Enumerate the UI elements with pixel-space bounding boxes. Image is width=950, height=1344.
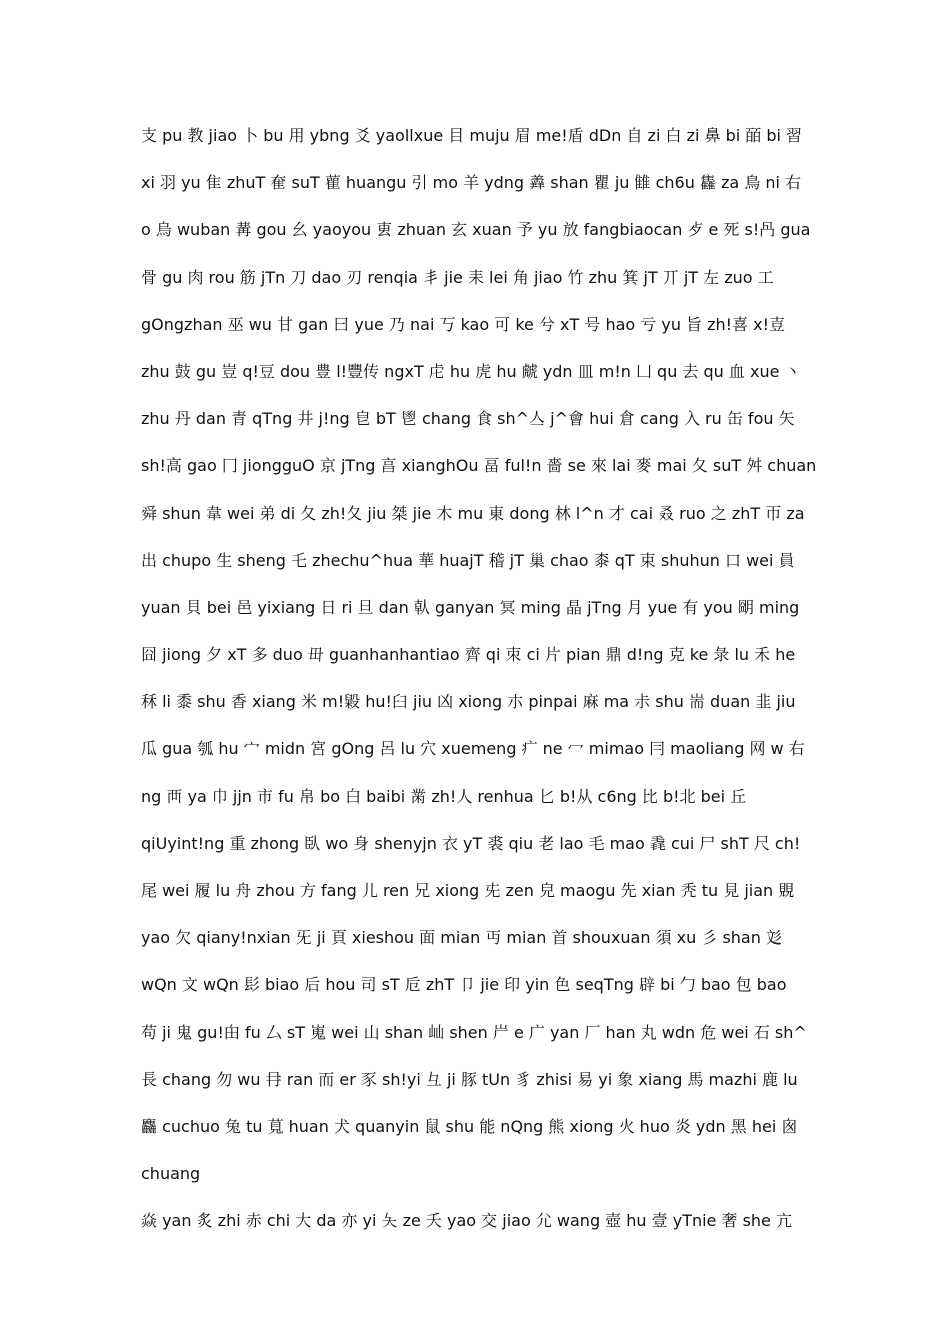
text-line: yuan 貝 bei 邑 yixiang 日 ri 旦 dan 倝 ganyan 冥 ming 晶 jTng 月 yue 有 you 朙 ming <box>141 597 800 617</box>
body-text <box>141 112 821 1245</box>
text-line: chuang <box>141 1164 201 1184</box>
text-line: sh!高 gao 冂 jiongguO 京 jTng 亯 xianghOu 畐 ful!n 嗇 se 來 lai 麥 mai 夂 suT 舛 chuan <box>141 456 817 476</box>
text-line: gOngzhan 巫 wu 甘 gan 曰 yue 乃 nai 丂 kao 可 ke 兮 xT 号 hao 亏 yu 旨 zh!喜 x!壴 <box>141 314 786 334</box>
text-line: 焱 yan 炙 zhi 赤 chi 大 da 亦 yi 夨 ze 夭 yao 交 jiao 尣 wang 壺 hu 壹 yTnie 奢 she 亢 <box>141 1211 792 1231</box>
text-line: 麤 cuchuo 兔 tu 萈 huan 犬 quanyin 鼠 shu 能 nQng 熊 xiong 火 huo 炎 ydn 黑 hei 囪 <box>141 1116 798 1136</box>
text-line: 秝 li 黍 shu 香 xiang 米 m!毇 hu!臼 jiu 凶 xiong 朩 pinpai 麻 ma 尗 shu 耑 duan 韭 jiu <box>141 692 796 712</box>
text-line: 長 chang 勿 wu 冄 ran 而 er 豕 sh!yi 彑 ji 豚 tUn 豸 zhisi 易 yi 象 xiang 馬 mazhi 鹿 lu <box>141 1069 798 1089</box>
text-line: 苟 ji 鬼 gu!甶 fu 厶 sT 嵬 wei 山 shan 屾 shen 屵 e 广 yan 厂 han 丸 wdn 危 wei 石 sh^ <box>141 1022 807 1042</box>
text-line: qiUyint!ng 重 zhong 臥 wo 身 shenyjn 衣 yT 裘 qiu 老 lao 毛 mao 毳 cui 尸 shT 尺 ch! <box>141 833 801 853</box>
text-line: yao 欠 qiany!nxian 旡 ji 頁 xieshou 面 mian 丏 mian 首 shouxuan 須 xu 彡 shan 彣 <box>141 928 782 948</box>
text-line: 支 pu 教 jiao 卜 bu 用 ybng 爻 yaollxue 目 muju 眉 me!盾 dDn 自 zi 白 zi 鼻 bi 皕 bi 習 <box>141 126 803 145</box>
text-line: xi 羽 yu 隹 zhuT 奞 suT 雚 huangu 引 mo 羊 ydng 羴 shan 瞿 ju 雔 ch6u 雥 za 鳥 ni 右 <box>141 173 802 193</box>
text-line: 尾 wei 履 lu 舟 zhou 方 fang 儿 ren 兄 xiong 兂 zen 皃 maogu 先 xian 秃 tu 見 jian 覞 <box>141 881 795 900</box>
text-line: 瓜 gua 瓠 hu 宀 midn 宮 gOng 呂 lu 穴 xuemeng 疒 ne 冖 mimao 冃 maoliang 网 w 右 <box>141 739 805 759</box>
text-line: zhu 鼓 gu 豈 q!豆 dou 豊 l!豐传 ngxT 虍 hu 虎 hu 虤 ydn 皿 m!n 凵 qu 去 qu 血 xue 丶 <box>141 361 801 381</box>
text-line: 骨 gu 肉 rou 筋 jTn 刀 dao 刃 renqia 丯 jie 耒 lei 角 jiao 竹 zhu 箕 jT 丌 jT 左 zuo 工 <box>141 267 774 287</box>
text-line: zhu 丹 dan 青 qTng 井 j!ng 皀 bT 鬯 chang 食 sh^亼 j^會 hui 倉 cang 入 ru 缶 fou 矢 <box>141 409 795 429</box>
text-line: 囧 jiong 夕 xT 多 duo 毌 guanhanhantiao 齊 qi 朿 ci 片 pian 鼎 d!ng 克 ke 彔 lu 禾 he <box>141 645 796 665</box>
text-line: 舜 shun 韋 wei 弟 di 夂 zh!夂 jiu 桀 jie 木 mu 東 dong 林 l^n 才 cai 叒 ruo 之 zhT 帀 za <box>141 503 805 523</box>
text-line: ng 襾 ya 巾 jjn 市 fu 帛 bo 白 baibi 黹 zh!人 renhua 匕 b!从 c6ng 比 b!北 bei 丘 <box>141 786 747 806</box>
text-line: wQn 文 wQn 髟 biao 后 hou 司 sT 卮 zhT 卩 jie 印 yin 色 seqTng 辟 bi 勹 bao 包 bao <box>141 975 787 995</box>
text-line: o 烏 wuban 冓 gou 幺 yaoyou 叀 zhuan 玄 xuan 予 yu 放 fangbiaocan 歺 e 死 s!冎 gua <box>141 220 811 240</box>
text-line: 出 chupo 生 sheng 乇 zhechu^hua 華 huajT 稽 jT 巢 chao 桼 qT 束 shuhun 口 wei 員 <box>141 550 795 570</box>
